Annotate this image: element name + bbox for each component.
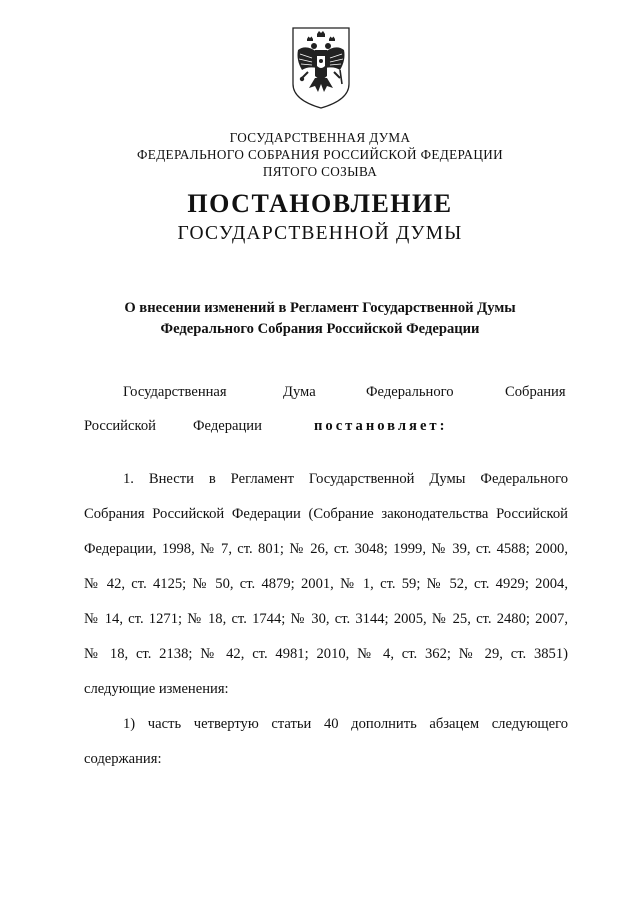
document-title-line-2: Федерального Собрания Российской Федерации	[160, 321, 480, 337]
item-1-line-1: 1. Внести в Регламент Государственной Думы Федерального	[123, 471, 568, 487]
item-1-line-4: № 42, ст. 4125; № 50, ст. 4879; 2001, № 1, ст. 59; № 52, ст. 4929; 2004,	[84, 576, 568, 592]
preamble-word: Федерального	[366, 384, 454, 400]
subitem-1-line-2: содержания:	[84, 751, 162, 767]
item-1-line-3: Федерации, 1998, № 7, ст. 801; № 26, ст. 3048; 1999, № 39, ст. 4588; 2000,	[84, 541, 568, 557]
preamble-word: Российской	[84, 418, 156, 434]
preamble-word: Собрания	[505, 384, 566, 400]
preamble-word: Дума	[283, 384, 316, 400]
item-1-line-2: Собрания Российской Федерации (Собрание законодательства Российской	[84, 506, 568, 522]
document-title-line-1: О внесении изменений в Регламент Государственной Думы	[124, 300, 516, 316]
item-1-line-6: № 18, ст. 2138; № 42, ст. 4981; 2010, № 4, ст. 362; № 29, ст. 3851)	[84, 646, 568, 662]
preamble-word: Федерации	[193, 418, 262, 434]
document-type: ПОСТАНОВЛЕНИЕ	[187, 189, 453, 218]
item-1-line-7: следующие изменения:	[84, 681, 229, 697]
subitem-1-line-1: 1) часть четвертую статьи 40 дополнить абзацем следующего	[123, 716, 568, 732]
convocation-line: ПЯТОГО СОЗЫВА	[262, 164, 378, 179]
resolves-word: постановляет:	[314, 418, 448, 434]
coat-of-arms-icon	[290, 26, 352, 110]
preamble-word: Государственная	[123, 384, 227, 400]
org-name-line-2: ФЕДЕРАЛЬНОГО СОБРАНИЯ РОССИЙСКОЙ ФЕДЕРАЦИИ	[137, 147, 503, 162]
item-1-line-5: № 14, ст. 1271; № 18, ст. 1744; № 30, ст. 3144; 2005, № 25, ст. 2480; 2007,	[84, 611, 568, 627]
org-name-line-1: ГОСУДАРСТВЕННАЯ ДУМА	[229, 130, 411, 145]
document-issuer: ГОСУДАРСТВЕННОЙ ДУМЫ	[177, 223, 463, 244]
